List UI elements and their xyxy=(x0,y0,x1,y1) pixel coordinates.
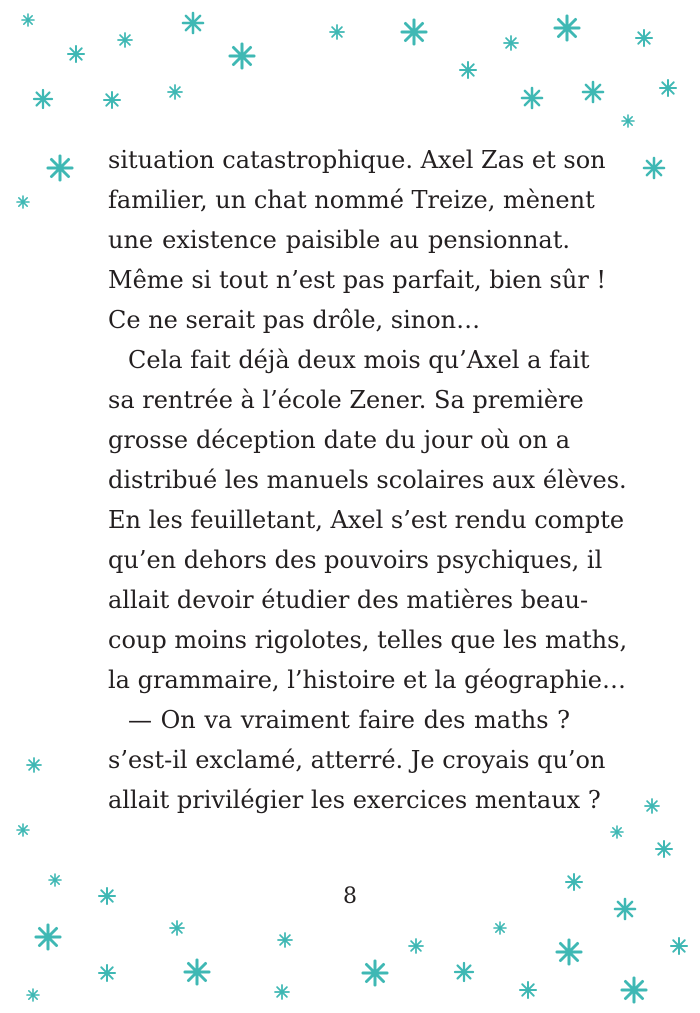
snowflake-icon xyxy=(22,14,34,26)
text-line: Ce ne serait pas drôle, sinon… xyxy=(108,306,481,334)
snowflake-icon xyxy=(68,46,84,62)
snowflake-icon xyxy=(645,799,659,813)
snowflake-icon xyxy=(636,30,652,46)
snowflake-icon xyxy=(278,933,292,947)
snowflake-icon xyxy=(622,978,646,1002)
snowflake-icon xyxy=(99,965,115,981)
snowflake-icon xyxy=(48,156,72,180)
snowflake-icon xyxy=(17,196,29,208)
snowflake-icon xyxy=(104,92,120,108)
text-line: Même si tout n’est pas parfait, bien sûr ! xyxy=(108,266,607,294)
snowflake-icon xyxy=(671,938,687,954)
page-number: 8 xyxy=(343,884,357,909)
snowflake-icon xyxy=(611,826,623,838)
text-line: s’est-il exclamé, atterré. Je croyais qu’on xyxy=(108,746,606,774)
snowflake-icon xyxy=(36,925,60,949)
text-line: familier, un chat nommé Treize, mènent xyxy=(108,186,595,214)
snowflake-icon xyxy=(17,824,29,836)
text-line: sa rentrée à l’école Zener. Sa première xyxy=(108,386,584,414)
snowflake-icon xyxy=(504,36,518,50)
snowflake-icon xyxy=(34,90,52,108)
snowflake-icon xyxy=(460,62,476,78)
snowflake-icon xyxy=(27,758,41,772)
text-line: allait privilégier les exercices mentaux ? xyxy=(108,786,601,814)
text-line: Cela fait déjà deux mois qu’Axel a fait xyxy=(128,346,590,374)
snowflake-icon xyxy=(275,985,289,999)
snowflake-icon xyxy=(494,922,506,934)
snowflake-icon xyxy=(118,33,132,47)
text-line: qu’en dehors des pouvoirs psychiques, il xyxy=(108,546,603,574)
snowflake-icon xyxy=(170,921,184,935)
snowflake-icon xyxy=(583,82,603,102)
text-line: grosse déception date du jour où on a xyxy=(108,426,570,454)
snowflake-icon xyxy=(185,960,209,984)
snowflake-icon xyxy=(656,841,672,857)
snowflake-icon xyxy=(455,963,473,981)
snowflake-icon xyxy=(363,961,387,985)
snowflake-icon xyxy=(557,940,581,964)
snowflake-icon xyxy=(402,20,426,44)
snowflake-icon xyxy=(330,25,344,39)
snowflake-icon xyxy=(230,44,254,68)
snowflake-icon xyxy=(520,982,536,998)
snowflake-icon xyxy=(555,16,579,40)
snowflake-icon xyxy=(183,13,203,33)
text-line: — On va vraiment faire des maths ? xyxy=(128,706,570,734)
text-line: coup moins rigolotes, telles que les maths, xyxy=(108,626,628,654)
text-line: situation catastrophique. Axel Zas et son xyxy=(108,146,606,174)
text-line: une existence paisible au pensionnat. xyxy=(108,226,570,254)
snowflake-icon xyxy=(27,989,39,1001)
snowflake-icon xyxy=(168,85,182,99)
text-line: En les feuilletant, Axel s’est rendu compte xyxy=(108,506,625,534)
snowflake-icon xyxy=(644,158,664,178)
text-line: allait devoir étudier des matières beau- xyxy=(108,586,589,614)
snowflake-icon xyxy=(622,115,634,127)
text-line: distribué les manuels scolaires aux élèves. xyxy=(108,466,627,494)
text-line: la grammaire, l’histoire et la géographie… xyxy=(108,666,626,694)
snowflake-icon xyxy=(409,939,423,953)
snowflake-icon xyxy=(522,88,542,108)
snowflake-icon xyxy=(660,80,676,96)
